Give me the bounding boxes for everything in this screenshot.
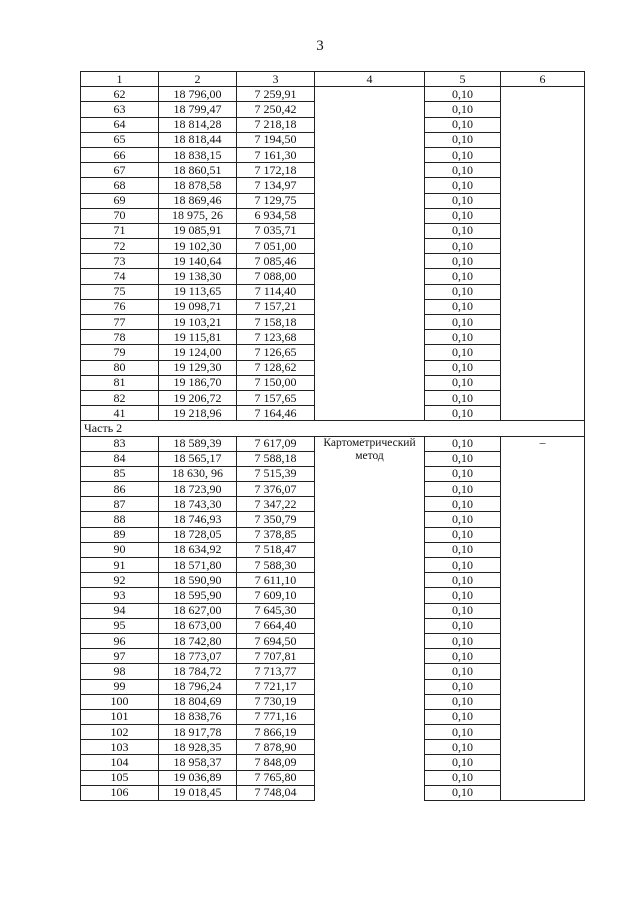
header-col-3: 3 [237, 72, 315, 87]
coord-y: 7 376,07 [237, 482, 315, 497]
coord-y: 7 848,09 [237, 755, 315, 770]
coord-y: 7 707,81 [237, 649, 315, 664]
point-number: 96 [81, 633, 159, 648]
point-number: 82 [81, 390, 159, 405]
method-cell-part1 [315, 87, 425, 421]
coord-y: 7 164,46 [237, 406, 315, 421]
coord-x: 19 115,81 [159, 330, 237, 345]
accuracy: 0,10 [425, 345, 501, 360]
accuracy: 0,10 [425, 527, 501, 542]
accuracy: 0,10 [425, 132, 501, 147]
accuracy: 0,10 [425, 497, 501, 512]
accuracy: 0,10 [425, 466, 501, 481]
col6-cell: – [501, 436, 585, 801]
accuracy: 0,10 [425, 299, 501, 314]
coord-y: 7 866,19 [237, 725, 315, 740]
point-number: 98 [81, 664, 159, 679]
coord-y: 7 347,22 [237, 497, 315, 512]
coord-y: 7 128,62 [237, 360, 315, 375]
coord-x: 19 186,70 [159, 375, 237, 390]
point-number: 71 [81, 223, 159, 238]
section-label: Часть 2 [81, 421, 585, 436]
point-number: 78 [81, 330, 159, 345]
coord-x: 18 634,92 [159, 542, 237, 557]
accuracy: 0,10 [425, 573, 501, 588]
point-number: 106 [81, 785, 159, 800]
coord-y: 7 730,19 [237, 694, 315, 709]
accuracy: 0,10 [425, 679, 501, 694]
table-row [81, 436, 585, 451]
coord-y: 7 194,50 [237, 132, 315, 147]
point-number: 79 [81, 345, 159, 360]
page-number: 3 [316, 38, 324, 54]
point-number: 67 [81, 163, 159, 178]
coord-x: 19 018,45 [159, 785, 237, 800]
coord-x: 18 975, 26 [159, 208, 237, 223]
coord-x: 19 206,72 [159, 390, 237, 405]
coord-x: 18 571,80 [159, 558, 237, 573]
point-number: 105 [81, 770, 159, 785]
coord-y: 7 250,42 [237, 102, 315, 117]
accuracy: 0,10 [425, 193, 501, 208]
coord-y: 7 518,47 [237, 542, 315, 557]
coord-y: 7 259,91 [237, 87, 315, 102]
accuracy: 0,10 [425, 694, 501, 709]
coord-x: 18 595,90 [159, 588, 237, 603]
coord-y: 7 126,65 [237, 345, 315, 360]
accuracy: 0,10 [425, 588, 501, 603]
header-row [81, 72, 585, 87]
accuracy: 0,10 [425, 725, 501, 740]
coord-y: 7 617,09 [237, 436, 315, 451]
accuracy: 0,10 [425, 649, 501, 664]
accuracy: 0,10 [425, 375, 501, 390]
point-number: 66 [81, 147, 159, 162]
point-number: 63 [81, 102, 159, 117]
point-number: 95 [81, 618, 159, 633]
point-number: 92 [81, 573, 159, 588]
coord-x: 19 085,91 [159, 223, 237, 238]
accuracy: 0,10 [425, 239, 501, 254]
coord-y: 7 713,77 [237, 664, 315, 679]
point-number: 69 [81, 193, 159, 208]
point-number: 89 [81, 527, 159, 542]
coord-x: 18 928,35 [159, 740, 237, 755]
accuracy: 0,10 [425, 163, 501, 178]
accuracy: 0,10 [425, 208, 501, 223]
point-number: 80 [81, 360, 159, 375]
coord-x: 19 138,30 [159, 269, 237, 284]
coord-x: 19 098,71 [159, 299, 237, 314]
coord-x: 18 860,51 [159, 163, 237, 178]
header-col-5: 5 [425, 72, 501, 87]
coord-y: 7 085,46 [237, 254, 315, 269]
coord-y: 7 161,30 [237, 147, 315, 162]
accuracy: 0,10 [425, 330, 501, 345]
coord-y: 7 878,90 [237, 740, 315, 755]
method-cell: Картометрический метод [315, 436, 425, 801]
coord-x: 18 799,47 [159, 102, 237, 117]
col6-cell-part1 [501, 87, 585, 421]
coord-y: 7 771,16 [237, 709, 315, 724]
coord-y: 7 129,75 [237, 193, 315, 208]
accuracy: 0,10 [425, 390, 501, 405]
accuracy: 0,10 [425, 482, 501, 497]
table-body [81, 87, 585, 801]
coord-y: 7 588,30 [237, 558, 315, 573]
point-number: 88 [81, 512, 159, 527]
coord-y: 7 350,79 [237, 512, 315, 527]
point-number: 70 [81, 208, 159, 223]
coord-x: 19 113,65 [159, 284, 237, 299]
coord-y: 7 611,10 [237, 573, 315, 588]
coord-y: 7 088,00 [237, 269, 315, 284]
coord-x: 18 773,07 [159, 649, 237, 664]
table-row [81, 87, 585, 102]
point-number: 83 [81, 436, 159, 451]
coord-y: 7 588,18 [237, 451, 315, 466]
point-number: 74 [81, 269, 159, 284]
point-number: 62 [81, 87, 159, 102]
coord-y: 7 645,30 [237, 603, 315, 618]
coord-x: 18 630, 96 [159, 466, 237, 481]
accuracy: 0,10 [425, 436, 501, 451]
coord-x: 18 814,28 [159, 117, 237, 132]
coord-x: 18 589,39 [159, 436, 237, 451]
coord-x: 18 627,00 [159, 603, 237, 618]
coord-y: 7 721,17 [237, 679, 315, 694]
coord-x: 18 796,00 [159, 87, 237, 102]
point-number: 75 [81, 284, 159, 299]
coord-y: 7 609,10 [237, 588, 315, 603]
coord-y: 7 123,68 [237, 330, 315, 345]
coord-x: 19 140,64 [159, 254, 237, 269]
coord-y: 7 150,00 [237, 375, 315, 390]
accuracy: 0,10 [425, 709, 501, 724]
coord-x: 18 742,80 [159, 633, 237, 648]
point-number: 100 [81, 694, 159, 709]
coordinates-table [80, 71, 585, 801]
coord-x: 18 804,69 [159, 694, 237, 709]
coord-y: 7 748,04 [237, 785, 315, 800]
coord-y: 6 934,58 [237, 208, 315, 223]
coord-y: 7 051,00 [237, 239, 315, 254]
point-number: 85 [81, 466, 159, 481]
accuracy: 0,10 [425, 87, 501, 102]
accuracy: 0,10 [425, 603, 501, 618]
coord-x: 18 728,05 [159, 527, 237, 542]
coord-x: 18 838,15 [159, 147, 237, 162]
coord-x: 18 784,72 [159, 664, 237, 679]
accuracy: 0,10 [425, 512, 501, 527]
point-number: 101 [81, 709, 159, 724]
coord-x: 19 036,89 [159, 770, 237, 785]
accuracy: 0,10 [425, 284, 501, 299]
point-number: 77 [81, 315, 159, 330]
coord-x: 18 796,24 [159, 679, 237, 694]
coord-y: 7 114,40 [237, 284, 315, 299]
point-number: 41 [81, 406, 159, 421]
accuracy: 0,10 [425, 558, 501, 573]
accuracy: 0,10 [425, 269, 501, 284]
accuracy: 0,10 [425, 102, 501, 117]
header-col-2: 2 [159, 72, 237, 87]
accuracy: 0,10 [425, 664, 501, 679]
accuracy: 0,10 [425, 406, 501, 421]
accuracy: 0,10 [425, 785, 501, 800]
coord-x: 18 723,90 [159, 482, 237, 497]
point-number: 81 [81, 375, 159, 390]
point-number: 93 [81, 588, 159, 603]
accuracy: 0,10 [425, 542, 501, 557]
point-number: 73 [81, 254, 159, 269]
coord-x: 18 673,00 [159, 618, 237, 633]
point-number: 86 [81, 482, 159, 497]
point-number: 99 [81, 679, 159, 694]
coord-x: 18 958,37 [159, 755, 237, 770]
point-number: 102 [81, 725, 159, 740]
accuracy: 0,10 [425, 223, 501, 238]
accuracy: 0,10 [425, 633, 501, 648]
coord-x: 19 218,96 [159, 406, 237, 421]
coord-x: 18 746,93 [159, 512, 237, 527]
coord-y: 7 134,97 [237, 178, 315, 193]
coord-y: 7 157,21 [237, 299, 315, 314]
coord-x: 19 102,30 [159, 239, 237, 254]
header-col-1: 1 [81, 72, 159, 87]
point-number: 65 [81, 132, 159, 147]
header-col-4: 4 [315, 72, 425, 87]
coord-y: 7 172,18 [237, 163, 315, 178]
coord-y: 7 515,39 [237, 466, 315, 481]
coord-x: 18 818,44 [159, 132, 237, 147]
coord-x: 18 869,46 [159, 193, 237, 208]
coord-y: 7 664,40 [237, 618, 315, 633]
coord-y: 7 765,80 [237, 770, 315, 785]
coord-x: 19 124,00 [159, 345, 237, 360]
coord-x: 18 743,30 [159, 497, 237, 512]
coord-y: 7 035,71 [237, 223, 315, 238]
accuracy: 0,10 [425, 178, 501, 193]
accuracy: 0,10 [425, 254, 501, 269]
point-number: 91 [81, 558, 159, 573]
coord-y: 7 157,65 [237, 390, 315, 405]
point-number: 97 [81, 649, 159, 664]
point-number: 72 [81, 239, 159, 254]
point-number: 84 [81, 451, 159, 466]
coord-y: 7 378,85 [237, 527, 315, 542]
coord-x: 19 103,21 [159, 315, 237, 330]
accuracy: 0,10 [425, 618, 501, 633]
point-number: 64 [81, 117, 159, 132]
point-number: 104 [81, 755, 159, 770]
header-col-6: 6 [501, 72, 585, 87]
point-number: 76 [81, 299, 159, 314]
point-number: 87 [81, 497, 159, 512]
accuracy: 0,10 [425, 360, 501, 375]
point-number: 94 [81, 603, 159, 618]
accuracy: 0,10 [425, 755, 501, 770]
accuracy: 0,10 [425, 117, 501, 132]
accuracy: 0,10 [425, 315, 501, 330]
coord-x: 18 878,58 [159, 178, 237, 193]
accuracy: 0,10 [425, 147, 501, 162]
coord-y: 7 694,50 [237, 633, 315, 648]
accuracy: 0,10 [425, 770, 501, 785]
coord-y: 7 218,18 [237, 117, 315, 132]
coord-x: 18 565,17 [159, 451, 237, 466]
coord-y: 7 158,18 [237, 315, 315, 330]
accuracy: 0,10 [425, 740, 501, 755]
point-number: 90 [81, 542, 159, 557]
point-number: 68 [81, 178, 159, 193]
section-row [81, 421, 585, 436]
coord-x: 18 838,76 [159, 709, 237, 724]
point-number: 103 [81, 740, 159, 755]
coord-x: 18 590,90 [159, 573, 237, 588]
coord-x: 19 129,30 [159, 360, 237, 375]
accuracy: 0,10 [425, 451, 501, 466]
coord-x: 18 917,78 [159, 725, 237, 740]
